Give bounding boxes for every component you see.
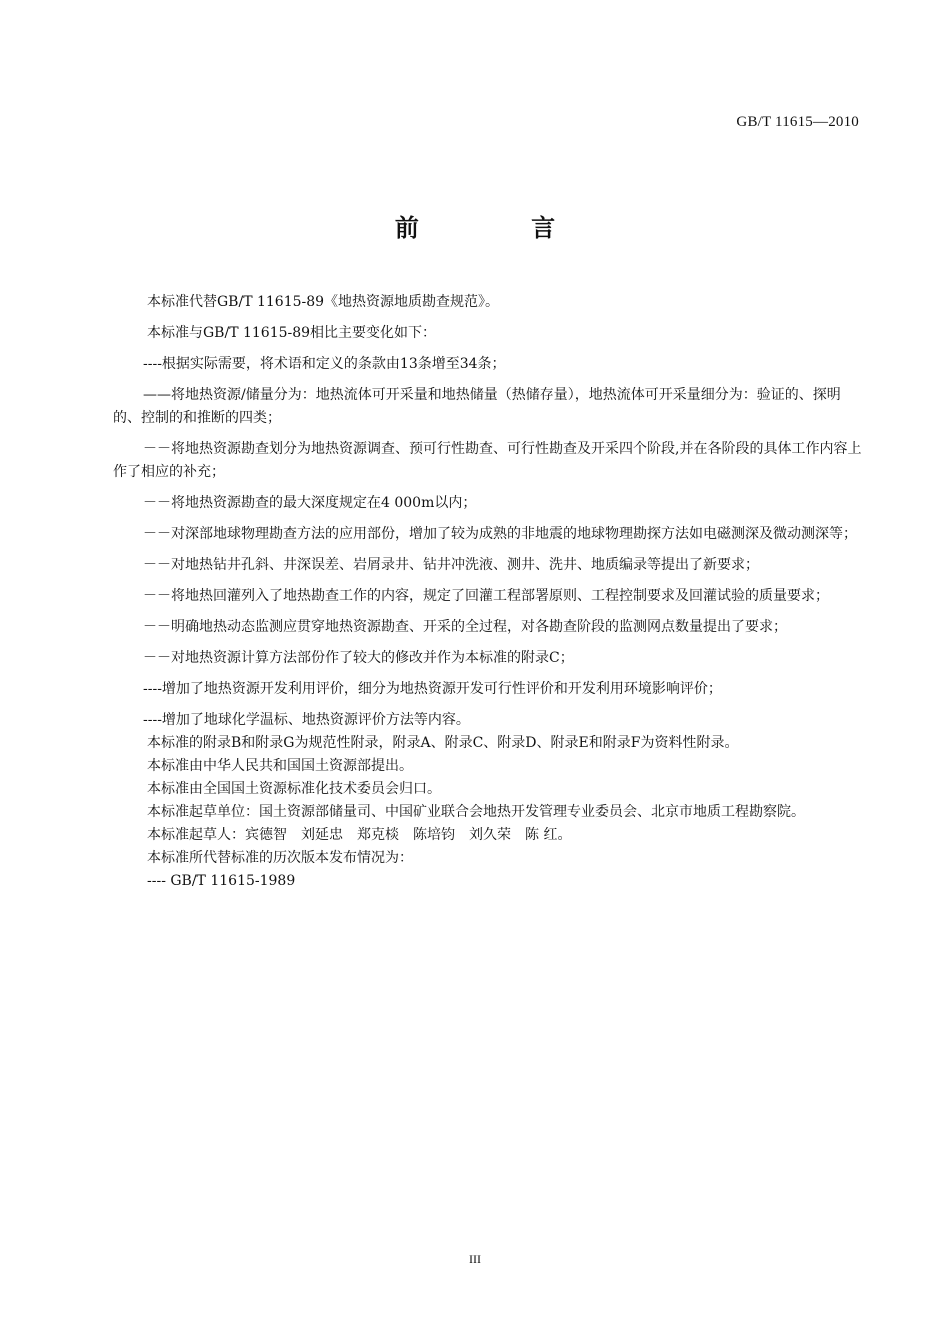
standard-number: GB/T 11615—2010 (736, 114, 859, 130)
paragraph-drafters: 本标准起草人：宾德智 刘延忠 郑克棪 陈培钧 刘久荣 陈 红。 (147, 827, 572, 843)
paragraph-drafting-units: 本标准起草单位：国土资源部储量司、中国矿业联合会地热开发管理专业委员会、北京市地质工程勘察院。 (147, 804, 805, 820)
paragraph-changes-intro: 本标准与GB/T 11615-89相比主要变化如下： (147, 325, 437, 341)
list-item-geophysics: －－对深部地球物理勘查方法的应用部份，增加了较为成熟的非地震的地球物理勘探方法如电磁测深及微动测深等； (143, 526, 857, 542)
paragraph-history-item: ---- GB/T 11615-1989 (147, 873, 296, 889)
foreword-body (113, 291, 863, 893)
list-item-resource-classes: ——将地热资源/储量分为：地热流体可开采量和地热储量（热储存量），地热流体可开采量细分为：验证的、探明的、控制的和推断的四类； (113, 387, 841, 426)
page-title: 前 言 (394, 214, 608, 242)
paragraph-committee: 本标准由全国国土资源标准化技术委员会归口。 (147, 781, 441, 797)
paragraph-appendices: 本标准的附录B和附录G为规范性附录，附录A、附录C、附录D、附录E和附录F为资料性附录。 (147, 735, 739, 751)
list-item-max-depth: －－将地热资源勘查的最大深度规定在4 000m以内； (143, 495, 477, 511)
page-number: III (469, 1252, 481, 1266)
paragraph-proposed-by: 本标准由中华人民共和国国土资源部提出。 (147, 758, 413, 774)
paragraph-history-intro: 本标准所代替标准的历次版本发布情况为： (147, 850, 413, 866)
list-item-terms: ----根据实际需要，将术语和定义的条款由13条增至34条； (143, 356, 506, 372)
list-item-geochemistry: ----增加了地球化学温标、地热资源评价方法等内容。 (143, 712, 470, 728)
list-item-stages: －－将地热资源勘查划分为地热资源调查、预可行性勘查、可行性勘查及开采四个阶段,并在各阶段的具体工作内容上作了相应的补充； (113, 441, 862, 480)
list-item-calculation: －－对地热资源计算方法部份作了较大的修改并作为本标准的附录C； (143, 650, 574, 666)
list-item-monitoring: －－明确地热动态监测应贯穿地热资源勘查、开采的全过程，对各勘查阶段的监测网点数量提出了要求； (143, 619, 787, 635)
list-item-reinjection: －－将地热回灌列入了地热勘查工作的内容，规定了回灌工程部署原则、工程控制要求及回灌试验的质量要求； (143, 588, 829, 604)
list-item-drilling: －－对地热钻井孔斜、井深误差、岩屑录井、钻井冲洗液、测井、洗井、地质编录等提出了新要求； (143, 557, 759, 573)
list-item-utilization: ----增加了地热资源开发利用评价，细分为地热资源开发可行性评价和开发利用环境影响评价； (143, 681, 722, 697)
paragraph-replaces: 本标准代替GB/T 11615-89《地热资源地质勘查规范》。 (147, 294, 500, 310)
